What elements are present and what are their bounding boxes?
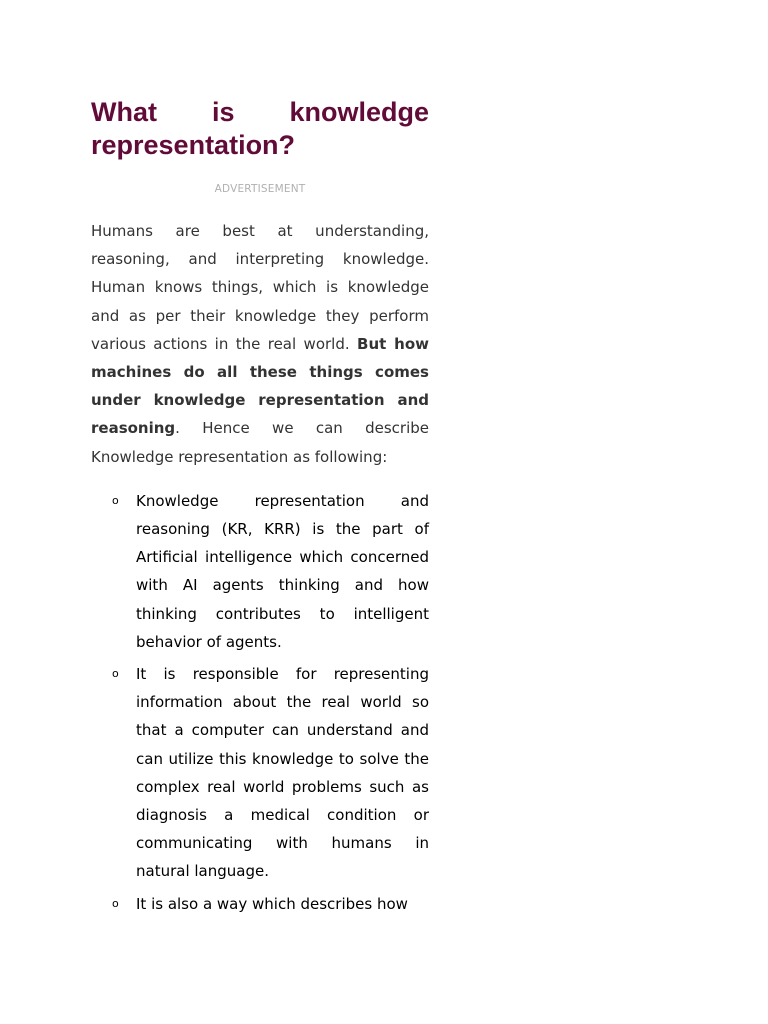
article-title: What is knowledge representation? (91, 97, 429, 160)
article-content (91, 96, 429, 922)
list-item (112, 487, 429, 656)
list-item (112, 660, 429, 886)
bullet-marker-icon: o (112, 493, 119, 507)
intro-text-start: Humans are best at understanding, reasoning, and interpreting knowledge. Human knows things, which is knowledge and as per their knowledge they perform various actions in the real world. (91, 222, 429, 353)
advertisement-label: ADVERTISEMENT (214, 183, 306, 195)
definition-list (91, 487, 429, 918)
bullet-marker-icon: o (112, 896, 119, 910)
intro-bold-text: But how machines do all these things comes under knowledge representation and reasoning (91, 334, 429, 438)
bullet-marker-icon: o (112, 667, 119, 681)
intro-paragraph (91, 217, 429, 471)
list-item-text: It is also a way which describes how (136, 894, 408, 913)
list-item (112, 890, 429, 918)
list-item-text: It is responsible for representing information about the real world so that a computer can understand and can utilize this knowledge to solve the complex real world problems such as diagnosis a medical condition or communicating with humans in natural language. (136, 665, 429, 881)
list-item-text: Knowledge representation and reasoning (KR, KRR) is the part of Artificial intelligence which concerned with AI agents thinking and how thinking contributes to intelligent behavior of agents. (136, 491, 429, 651)
intro-text-end: . Hence we can describe Knowledge representation as following: (91, 419, 429, 466)
